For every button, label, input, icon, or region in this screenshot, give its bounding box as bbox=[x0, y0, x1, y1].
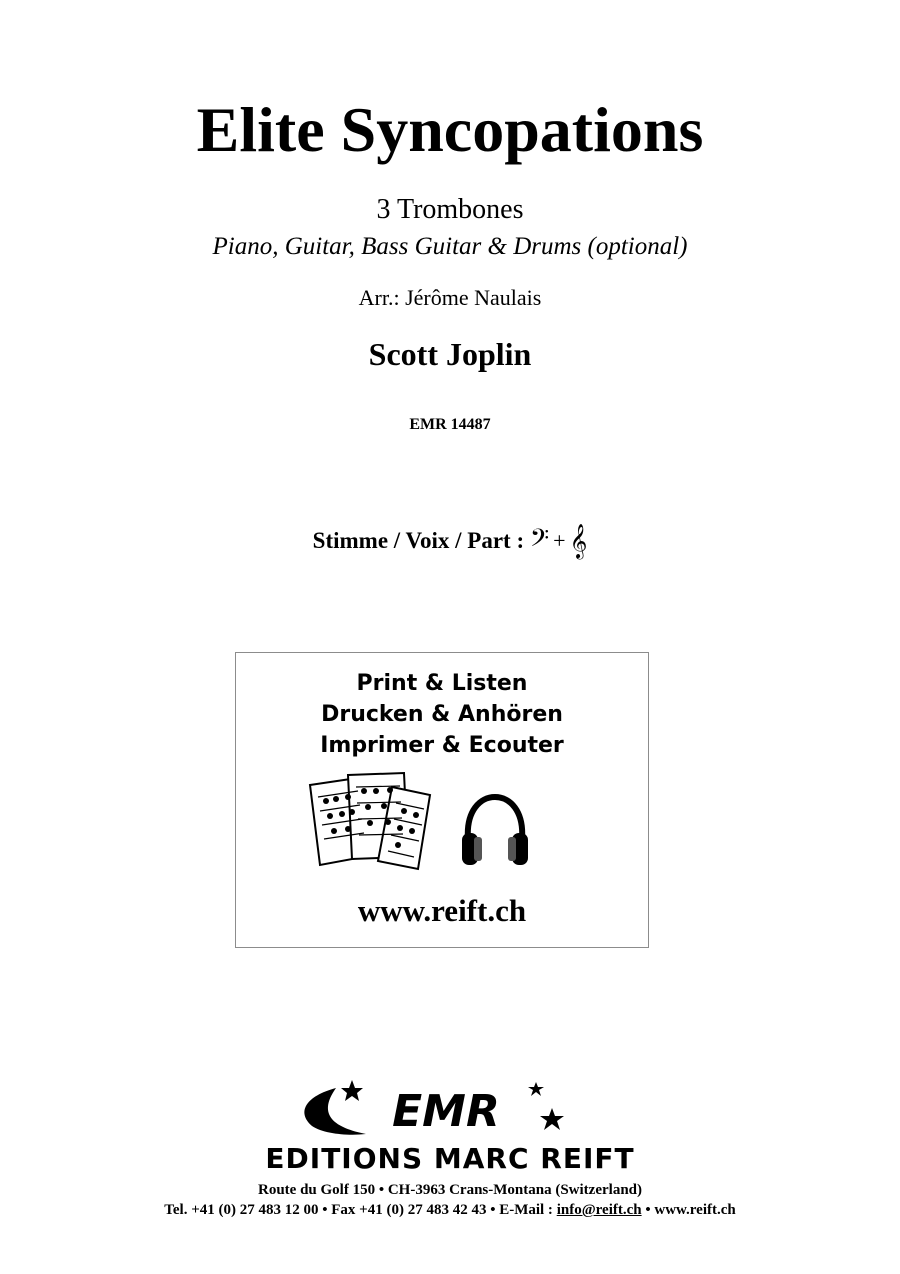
sheet-music-icon bbox=[308, 771, 438, 875]
contact-prefix: Tel. +41 (0) 27 483 12 00 • Fax +41 (0) 27 483 42 43 • E-Mail : bbox=[164, 1202, 557, 1218]
print-listen-box bbox=[235, 652, 649, 948]
emr-logo bbox=[296, 1076, 586, 1142]
catalog-number: EMR 14487 bbox=[409, 416, 491, 433]
treble-clef-icon: 𝄞 bbox=[569, 524, 588, 559]
bass-clef-icon: 𝄢 bbox=[529, 524, 550, 559]
promo-line-fr: Imprimer & Ecouter bbox=[320, 733, 564, 758]
instrumentation: 3 Trombones bbox=[376, 194, 524, 225]
promo-line-en: Print & Listen bbox=[356, 671, 528, 696]
part-line bbox=[0, 523, 900, 560]
headphones-icon bbox=[460, 793, 530, 871]
logo-text: EMR bbox=[392, 1086, 500, 1137]
promo-line-de: Drucken & Anhören bbox=[321, 702, 563, 727]
part-plus: + bbox=[553, 528, 566, 553]
arranger: Arr.: Jérôme Naulais bbox=[358, 285, 542, 310]
publisher-address: Route du Golf 150 • CH-3963 Crans-Montana (Switzerland) bbox=[258, 1182, 642, 1198]
part-label: Stimme / Voix / Part : bbox=[312, 528, 525, 553]
publisher-contact bbox=[0, 1200, 900, 1220]
composer: Scott Joplin bbox=[368, 336, 532, 372]
promo-url[interactable]: www.reift.ch bbox=[357, 893, 527, 928]
publisher-name: EDITIONS MARC REIFT bbox=[265, 1142, 635, 1175]
accompaniment: Piano, Guitar, Bass Guitar & Drums (optional) bbox=[212, 233, 688, 260]
contact-suffix[interactable]: • www.reift.ch bbox=[641, 1202, 736, 1218]
title: Elite Syncopations bbox=[196, 94, 704, 165]
email-link[interactable]: info@reift.ch bbox=[556, 1202, 642, 1218]
